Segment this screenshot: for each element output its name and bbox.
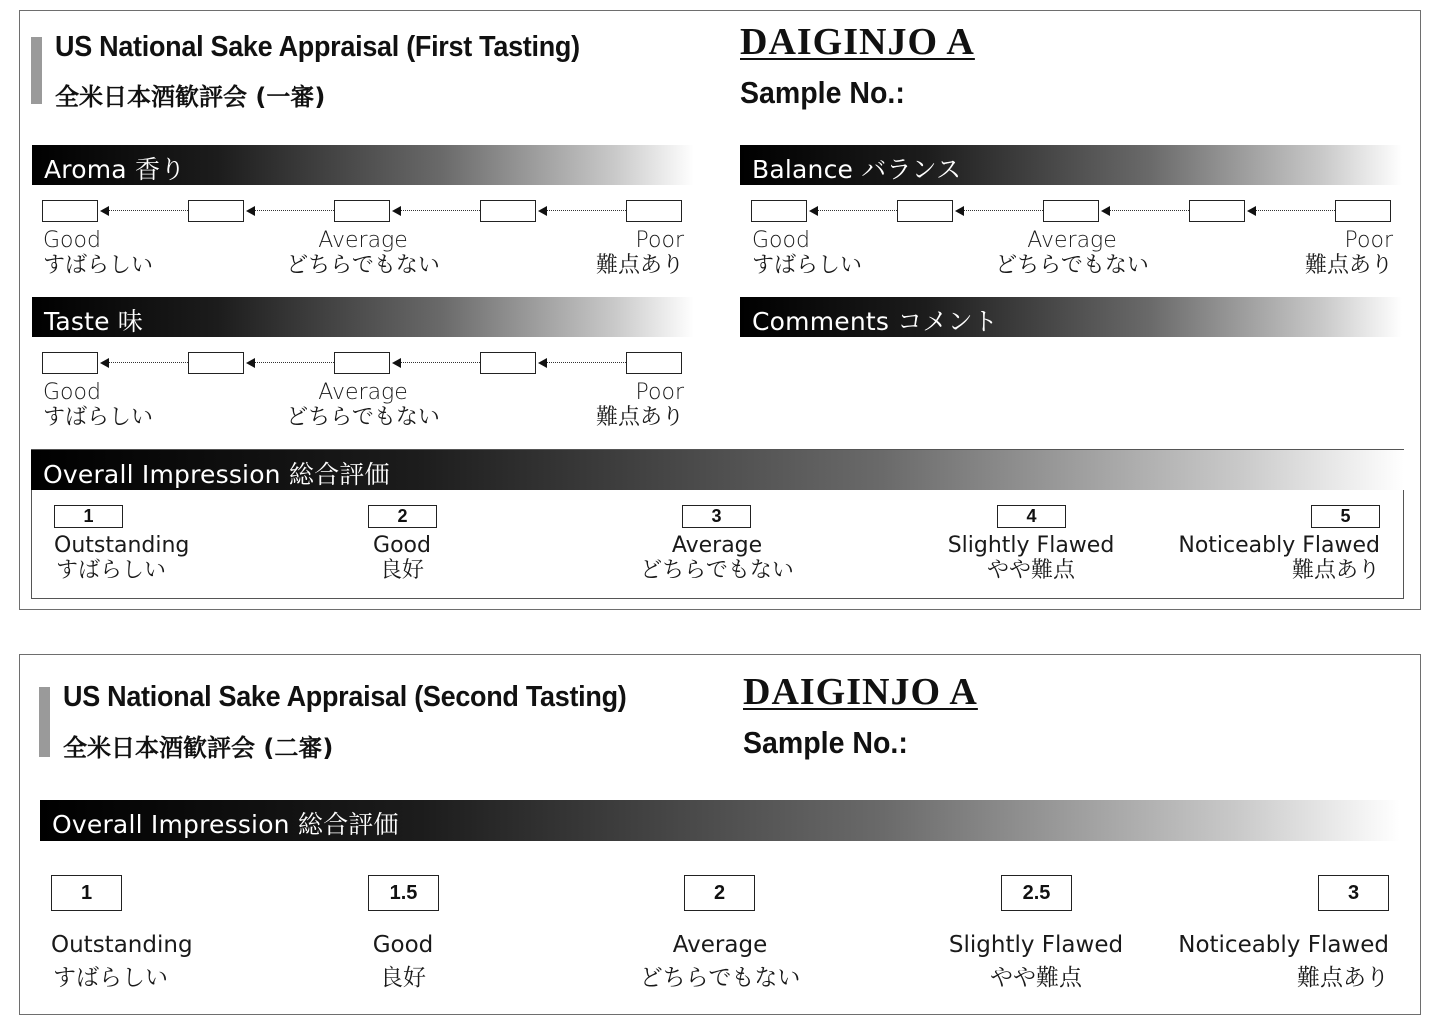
scale-connector (109, 210, 188, 211)
first-overall-option-1[interactable]: 1 (54, 505, 123, 528)
aroma-avg-en: Average (318, 228, 408, 253)
aroma-poor-en: Poor (635, 228, 684, 253)
aroma-scale (42, 200, 684, 280)
scale-connector (964, 210, 1043, 211)
arrow-icon (538, 206, 547, 216)
first-sample-label: Sample No.: (740, 75, 905, 110)
first-overall-option-3-ja: どちらでもない (640, 558, 794, 583)
first-overall-option-1-en: Outstanding (54, 533, 190, 558)
second-overall-option-3-ja: どちらでもない (639, 965, 801, 991)
first-grade: DAIGINJO A (740, 21, 975, 63)
second-overall-option-4[interactable]: 2.5 (1001, 875, 1072, 911)
arrow-icon (100, 358, 109, 368)
balance-scale (751, 200, 1393, 280)
second-overall-option-5[interactable]: 3 (1318, 875, 1389, 911)
taste-box-3[interactable] (334, 352, 390, 374)
aroma-box-4[interactable] (480, 200, 536, 222)
scale-connector (255, 210, 334, 211)
second-overall-option-2-en: Good (372, 932, 434, 958)
aroma-box-5[interactable] (626, 200, 682, 222)
first-overall-option-2[interactable]: 2 (368, 505, 437, 528)
second-overall-option-1-en: Outstanding (51, 932, 193, 958)
second-overall-option-1-ja: すばらしい (53, 965, 168, 991)
aroma-box-2[interactable] (188, 200, 244, 222)
aroma-avg-ja: どちらでもない (286, 253, 440, 278)
taste-avg-en: Average (318, 380, 408, 405)
first-overall-option-5[interactable]: 5 (1311, 505, 1380, 528)
arrow-icon (809, 206, 818, 216)
second-overall-option-1[interactable]: 1 (51, 875, 122, 911)
arrow-icon (100, 206, 109, 216)
taste-poor-ja: 難点あり (595, 405, 684, 430)
aroma-header: Aroma 香り (32, 145, 694, 185)
scale-connector (401, 362, 480, 363)
second-overall-option-3[interactable]: 2 (684, 875, 755, 911)
taste-header: Taste 味 (32, 297, 694, 337)
balance-good-ja: すばらしい (752, 253, 863, 278)
scale-connector (818, 210, 897, 211)
second-sample-label: Sample No.: (743, 725, 908, 760)
aroma-good-en: Good (43, 228, 101, 253)
first-overall-option-3[interactable]: 3 (682, 505, 751, 528)
taste-good-en: Good (43, 380, 101, 405)
aroma-box-3[interactable] (334, 200, 390, 222)
balance-box-2[interactable] (897, 200, 953, 222)
balance-box-4[interactable] (1189, 200, 1245, 222)
second-overall-option-4-en: Slightly Flawed (948, 932, 1124, 958)
comments-area[interactable] (740, 340, 1402, 440)
balance-box-3[interactable] (1043, 200, 1099, 222)
taste-scale (42, 352, 684, 432)
taste-box-5[interactable] (626, 352, 682, 374)
second-title-ja: 全米日本酒歓評会 (二審) (63, 734, 334, 762)
second-title-en: US National Sake Appraisal (Second Tasting) (63, 681, 627, 713)
balance-header: Balance バランス (740, 145, 1402, 185)
scale-connector (547, 362, 626, 363)
arrow-icon (955, 206, 964, 216)
title-accent-bar (31, 37, 42, 104)
taste-good-ja: すばらしい (43, 405, 154, 430)
first-title-en: US National Sake Appraisal (First Tasting) (55, 31, 580, 63)
second-overall-option-4-ja: やや難点 (990, 965, 1082, 991)
taste-poor-en: Poor (635, 380, 684, 405)
scale-connector (401, 210, 480, 211)
arrow-icon (1247, 206, 1256, 216)
aroma-poor-ja: 難点あり (595, 253, 684, 278)
balance-box-1[interactable] (751, 200, 807, 222)
second-overall-option-2[interactable]: 1.5 (368, 875, 439, 911)
first-overall-option-5-en: Noticeably Flawed (1178, 533, 1380, 558)
arrow-icon (1101, 206, 1110, 216)
second-overall-header: Overall Impression 総合評価 (40, 800, 1400, 841)
first-overall-option-3-en: Average (671, 533, 763, 558)
aroma-box-1[interactable] (42, 200, 98, 222)
balance-avg-en: Average (1027, 228, 1117, 253)
first-overall-option-2-ja: 良好 (379, 558, 425, 583)
second-grade: DAIGINJO A (743, 671, 978, 713)
scale-connector (109, 362, 188, 363)
first-overall-option-4-en: Slightly Flawed (947, 533, 1115, 558)
arrow-icon (538, 358, 547, 368)
taste-box-2[interactable] (188, 352, 244, 374)
first-overall-header: Overall Impression 総合評価 (31, 450, 1404, 490)
taste-box-1[interactable] (42, 352, 98, 374)
balance-box-5[interactable] (1335, 200, 1391, 222)
first-overall-option-1-ja: すばらしい (56, 558, 167, 583)
first-overall-option-2-en: Good (373, 533, 431, 558)
second-overall-option-3-en: Average (672, 932, 768, 958)
arrow-icon (246, 358, 255, 368)
taste-avg-ja: どちらでもない (286, 405, 440, 430)
first-overall-option-4-ja: やや難点 (986, 558, 1076, 583)
comments-header: Comments コメント (740, 297, 1402, 337)
title-accent-bar (39, 687, 50, 757)
first-overall-option-4[interactable]: 4 (997, 505, 1066, 528)
balance-avg-ja: どちらでもない (995, 253, 1149, 278)
balance-poor-ja: 難点あり (1304, 253, 1393, 278)
first-overall-option-5-ja: 難点あり (1291, 558, 1380, 583)
scale-connector (255, 362, 334, 363)
taste-box-4[interactable] (480, 352, 536, 374)
aroma-good-ja: すばらしい (43, 253, 154, 278)
balance-good-en: Good (752, 228, 810, 253)
second-overall-option-5-en: Noticeably Flawed (1178, 932, 1389, 958)
balance-poor-en: Poor (1344, 228, 1393, 253)
arrow-icon (246, 206, 255, 216)
arrow-icon (392, 358, 401, 368)
arrow-icon (392, 206, 401, 216)
second-overall-option-5-ja: 難点あり (1297, 965, 1389, 991)
first-title-ja: 全米日本酒歓評会 (一審) (55, 83, 326, 111)
second-overall-option-2-ja: 良好 (380, 965, 426, 991)
scale-connector (547, 210, 626, 211)
scale-connector (1110, 210, 1189, 211)
scale-connector (1256, 210, 1335, 211)
